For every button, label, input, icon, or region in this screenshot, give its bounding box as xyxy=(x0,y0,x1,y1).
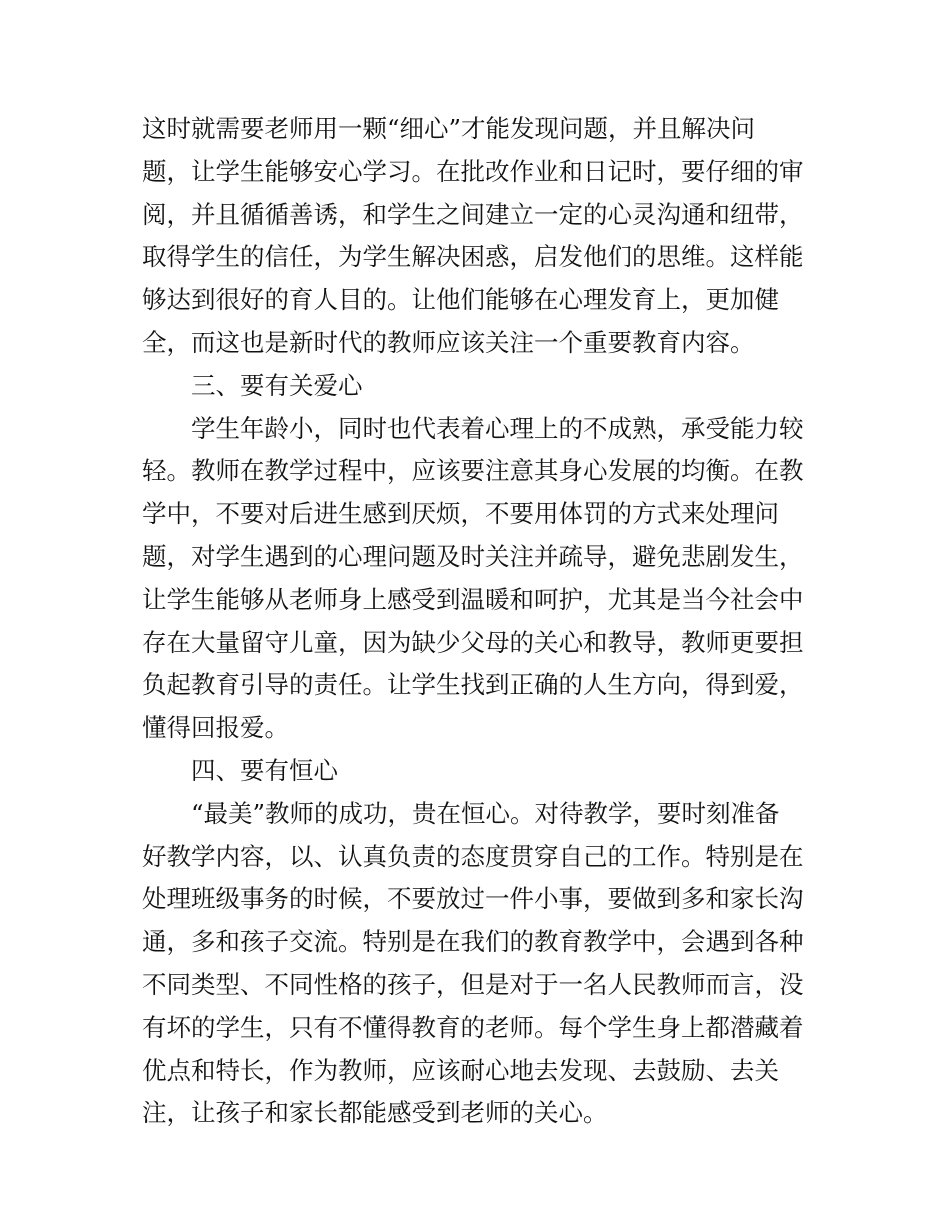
paragraph-line: 好教学内容，以、认真负责的态度贯穿自己的工作。特别是在 xyxy=(142,841,804,871)
paragraph-line: 够达到很好的育人目的。让他们能够在心理发育上，更加健 xyxy=(142,285,779,315)
paragraph-line: 处理班级事务的时候，不要放过一件小事，要做到多和家长沟 xyxy=(142,884,804,914)
paragraph-line: 题，让学生能够安心学习。在批改作业和日记时，要仔细的审 xyxy=(142,156,804,186)
paragraph-line: “最美”教师的成功，贵在恒心。对待教学，要时刻准备 xyxy=(191,798,780,828)
section-heading: 四、要有恒心 xyxy=(191,755,338,785)
paragraph-line: 让学生能够从老师身上感受到温暖和呵护，尤其是当今社会中 xyxy=(142,584,804,614)
paragraph-line: 负起教育引导的责任。让学生找到正确的人生方向，得到爱， xyxy=(142,670,804,700)
paragraph-line: 题，对学生遇到的心理问题及时关注并疏导，避免悲剧发生， xyxy=(142,541,804,571)
paragraph-line: 懂得回报爱。 xyxy=(142,713,289,743)
document-body xyxy=(142,108,822,1135)
paragraph-line: 学中，不要对后进生感到厌烦，不要用体罚的方式来处理问 xyxy=(142,499,779,529)
paragraph-line: 阅，并且循循善诱，和学生之间建立一定的心灵沟通和纽带， xyxy=(142,199,804,229)
paragraph-line: 全，而这也是新时代的教师应该关注一个重要教育内容。 xyxy=(142,327,755,357)
section-heading: 三、要有关爱心 xyxy=(191,370,363,400)
paragraph-line: 有坏的学生，只有不懂得教育的老师。每个学生身上都潜藏着 xyxy=(142,1012,804,1042)
paragraph-line: 通，多和孩子交流。特别是在我们的教育教学中，会遇到各种 xyxy=(142,927,804,957)
paragraph-line: 学生年龄小，同时也代表着心理上的不成熟，承受能力较 xyxy=(191,413,804,443)
paragraph-line: 不同类型、不同性格的孩子，但是对于一名人民教师而言，没 xyxy=(142,969,804,999)
paragraph-line: 取得学生的信任，为学生解决困惑，启发他们的思维。这样能 xyxy=(142,242,804,272)
paragraph-line: 轻。教师在教学过程中，应该要注意其身心发展的均衡。在教 xyxy=(142,456,804,486)
paragraph-line: 存在大量留守儿童，因为缺少父母的关心和教导，教师更要担 xyxy=(142,627,804,657)
paragraph-line: 这时就需要老师用一颗“细心”才能发现问题，并且解决问 xyxy=(142,114,756,143)
paragraph-line: 注，让孩子和家长都能感受到老师的关心。 xyxy=(142,1098,608,1128)
paragraph-line: 优点和特长，作为教师，应该耐心地去发现、去鼓励、去关 xyxy=(142,1055,779,1085)
